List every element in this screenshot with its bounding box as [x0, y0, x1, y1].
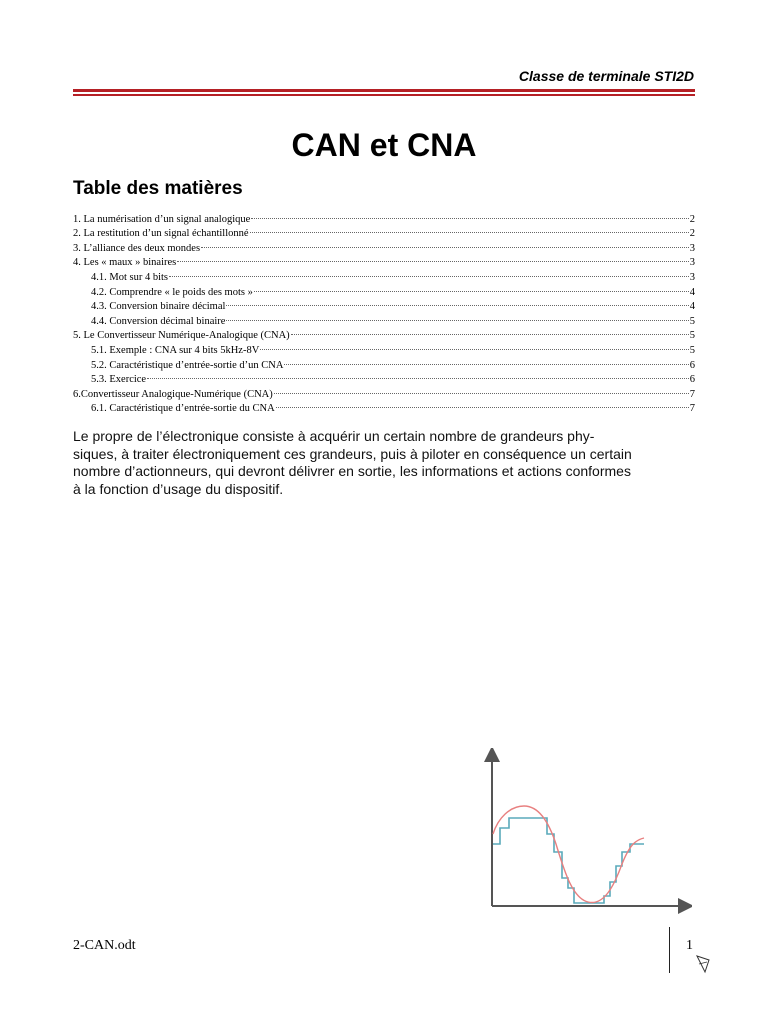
footer-separator	[669, 927, 670, 973]
toc-entry-label: 2. La restitution d’un signal échantillonné	[73, 228, 249, 240]
toc-entry-page: 5	[689, 315, 695, 327]
toc-leader	[201, 236, 689, 251]
toc-leader	[274, 382, 689, 397]
toc-entry-page: 4	[689, 301, 695, 313]
toc-leader	[147, 368, 689, 383]
intro-line: nombre d’actionneurs, qui devront délivrer en sortie, les informations et actions conformes	[73, 463, 631, 479]
toc-leader	[169, 265, 689, 280]
toc-entry-label: 5. Le Convertisseur Numérique-Analogique (CNA)	[73, 330, 290, 342]
toc-leader	[251, 207, 688, 222]
sampled-signal	[493, 818, 644, 903]
intro-line: siques, à traiter électroniquement ces grandeurs, puis à piloter en conséquence un certain	[73, 445, 632, 462]
toc-entry-label: 4.1. Mot sur 4 bits	[91, 271, 169, 283]
intro-line: à la fonction d’usage du dispositif.	[73, 480, 284, 497]
toc-entry-page: 2	[689, 213, 695, 225]
intro-paragraph	[73, 428, 699, 498]
toc-entry-page: 6	[689, 374, 695, 386]
page-curl-icon	[695, 954, 711, 974]
intro-line: Le propre de l’électronique consiste à acquérir un certain nombre de grandeurs phy-	[73, 428, 595, 444]
toc-leader	[250, 222, 689, 237]
toc-entry-label: 3. L’alliance des deux mondes	[73, 242, 201, 254]
toc-entry-page: 7	[689, 403, 695, 415]
toc-entry-label: 4. Les « maux » binaires	[73, 257, 177, 269]
header-class-label: Classe de terminale STI2D	[518, 68, 694, 84]
toc-entry-page: 3	[689, 257, 695, 269]
toc-leader	[254, 280, 689, 295]
table-of-contents	[73, 207, 695, 415]
toc-entry-page: 7	[689, 388, 695, 400]
toc-leader	[284, 353, 688, 368]
toc-entry-page: 3	[689, 242, 695, 254]
toc-entry-label: 1. La numérisation d’un signal analogique	[73, 213, 251, 225]
sampling-figure	[480, 748, 692, 914]
toc-entry[interactable]	[73, 382, 695, 400]
toc-leader	[291, 324, 689, 339]
toc-entry-label: 4.2. Comprendre « le poids des mots »	[91, 286, 253, 298]
toc-leader	[177, 251, 689, 266]
toc-subentry[interactable]	[73, 368, 695, 386]
toc-entry-label: 4.3. Conversion binaire décimal	[91, 301, 226, 313]
header-rule	[73, 89, 695, 96]
toc-leader	[226, 295, 688, 310]
toc-entry-label: 5.2. Caractéristique d’entrée-sortie d’un CNA	[91, 359, 284, 371]
toc-leader	[226, 309, 688, 324]
toc-entry-label: 5.1. Exemple : CNA sur 4 bits 5kHz-8V	[91, 344, 260, 356]
toc-entry-page: 3	[689, 271, 695, 283]
toc-leader	[260, 338, 688, 353]
toc-entry-page: 5	[689, 330, 695, 342]
toc-leader	[276, 397, 689, 412]
toc-entry-label: 6.Convertisseur Analogique-Numérique (CNA)	[73, 388, 273, 400]
toc-entry-label: 4.4. Conversion décimal binaire	[91, 315, 226, 327]
document-title: CAN et CNA	[291, 127, 477, 163]
toc-entry-page: 4	[689, 286, 695, 298]
footer-filename: 2-CAN.odt	[73, 938, 136, 953]
toc-entry-page: 2	[689, 228, 695, 240]
toc-entry-label: 6.1. Caractéristique d’entrée-sortie du CNA	[91, 403, 275, 415]
toc-heading: Table des matières	[73, 178, 243, 199]
toc-entry-page: 5	[689, 344, 695, 356]
toc-entry-label: 5.3. Exercice	[91, 374, 147, 386]
footer-page-number: 1	[686, 938, 693, 953]
toc-entry-page: 6	[689, 359, 695, 371]
toc-entry[interactable]	[73, 207, 695, 225]
